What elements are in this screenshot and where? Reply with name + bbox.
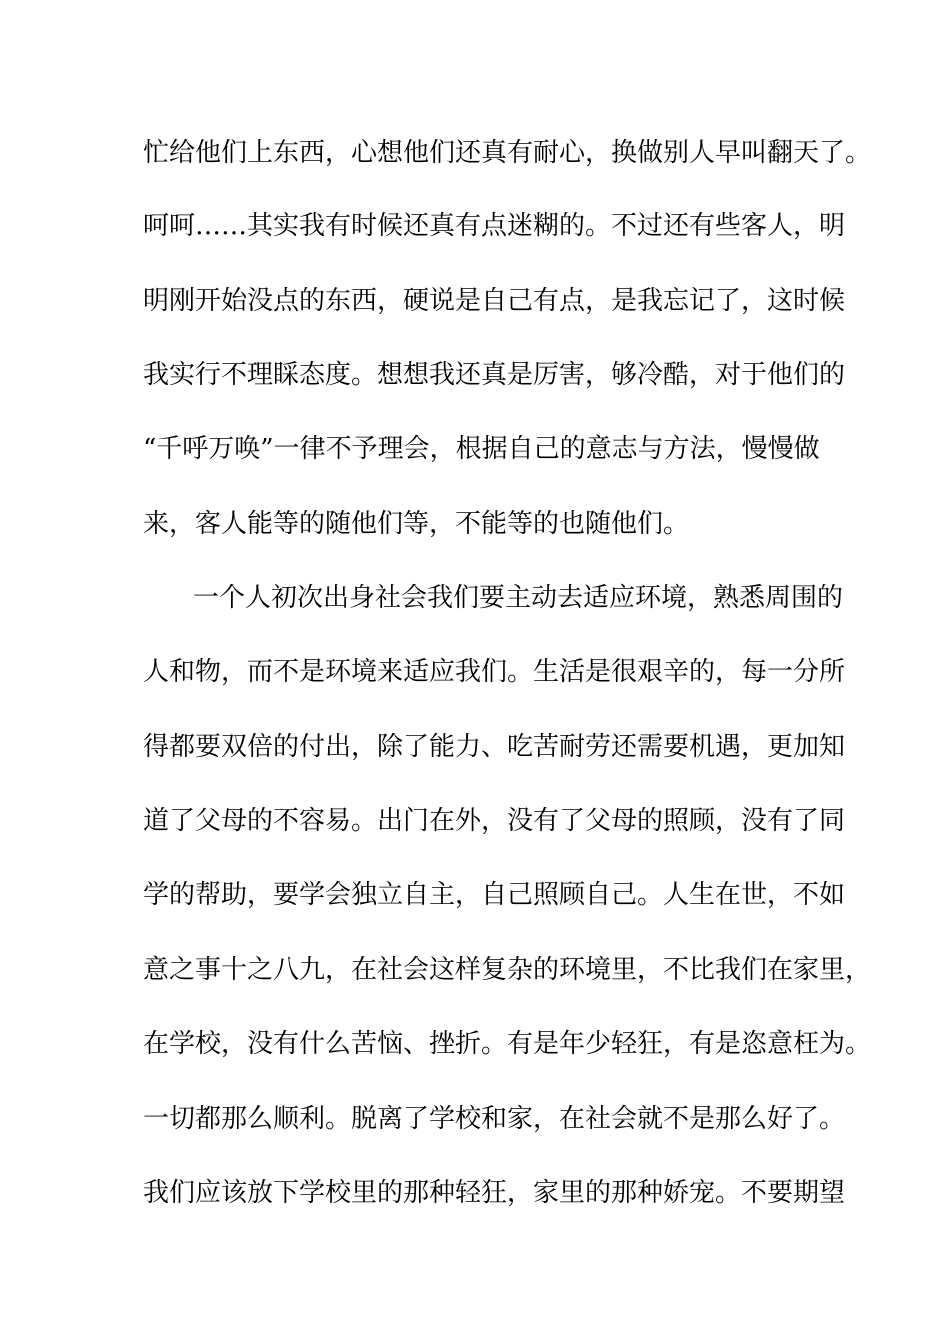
text-line: 在学校，没有什么苦恼、挫折。有是年少轻狂，有是恣意枉为。 xyxy=(143,1029,872,1059)
text-line: 道了父母的不容易。出门在外，没有了父母的照顾，没有了同 xyxy=(143,806,846,836)
text-line: 我们应该放下学校里的那种轻狂，家里的那种娇宠。不要期望 xyxy=(143,1178,846,1208)
text-line: 忙给他们上东西，心想他们还真有耐心，换做别人早叫翻天了。 xyxy=(143,138,872,168)
text-line: 人和物，而不是环境来适应我们。生活是很艰辛的，每一分所 xyxy=(143,657,846,687)
text-line: 我实行不理睬态度。想想我还真是厉害，够冷酷，对于他们的 xyxy=(143,360,846,390)
text-line: “千呼万唤”一律不予理会，根据自己的意志与方法，慢慢做 xyxy=(143,434,820,464)
text-line: 呵呵……其实我有时候还真有点迷糊的。不过还有些客人，明 xyxy=(143,211,846,241)
text-line: 一切都那么顺利。脱离了学校和家，在社会就不是那么好了。 xyxy=(143,1104,846,1134)
text-line: 学的帮助，要学会独立自主，自己照顾自己。人生在世，不如 xyxy=(143,880,846,910)
text-line: 来，客人能等的随他们等，不能等的也随他们。 xyxy=(143,509,690,539)
text-line: 明刚开始没点的东西，硬说是自己有点，是我忘记了，这时候 xyxy=(143,286,846,316)
paragraph-first-line: 一个人初次出身社会我们要主动去适应环境，熟悉周围的 xyxy=(193,583,844,613)
text-line: 得都要双倍的付出，除了能力、吃苦耐劳还需要机遇，更加知 xyxy=(143,732,846,762)
text-line: 意之事十之八九，在社会这样复杂的环境里，不比我们在家里， xyxy=(143,955,872,985)
